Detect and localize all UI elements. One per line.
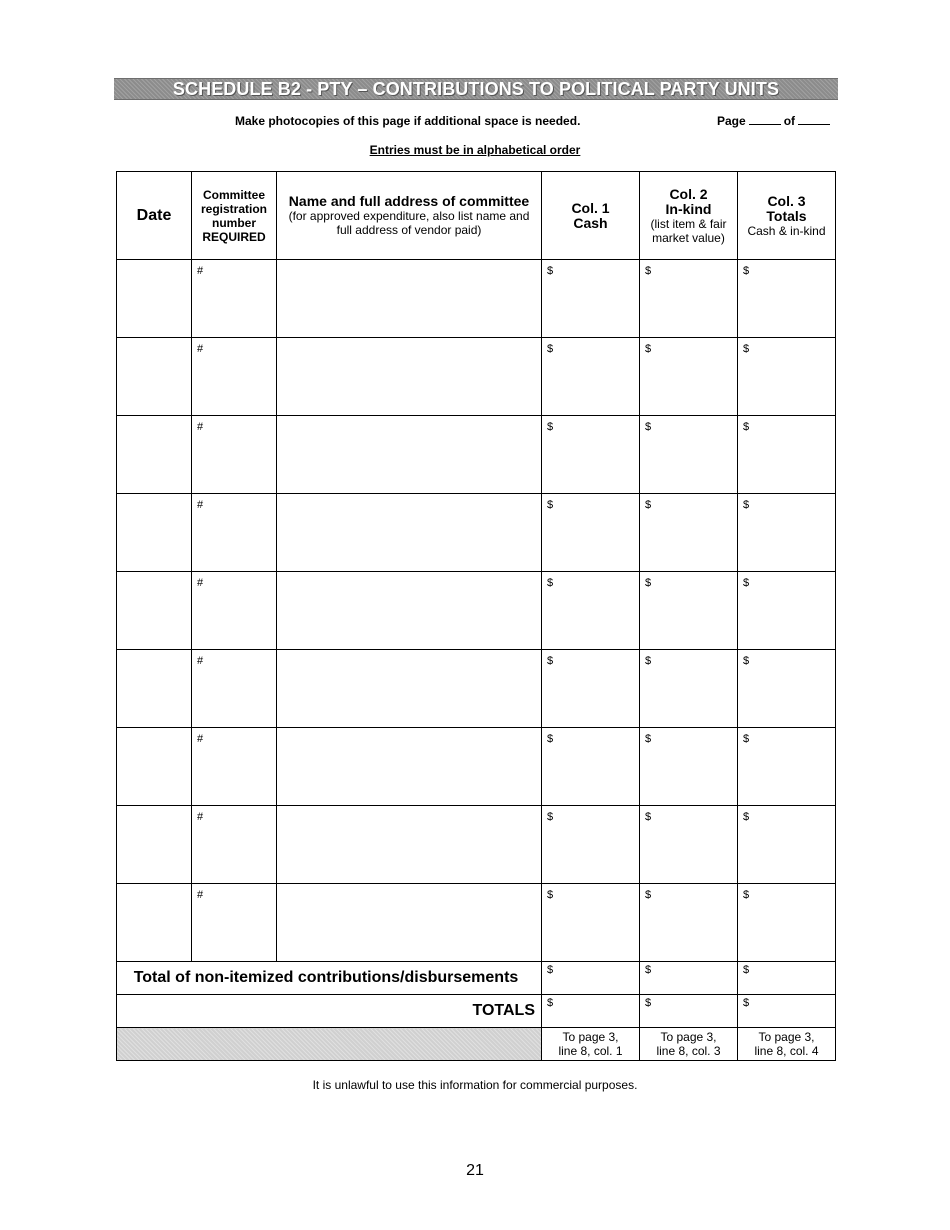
table-row	[117, 884, 836, 962]
col3-total-field[interactable]	[738, 728, 836, 806]
col3-total-field[interactable]	[738, 260, 836, 338]
dollar-mark: $	[547, 499, 554, 511]
dollar-mark: $	[547, 889, 554, 901]
registration-field[interactable]	[192, 728, 277, 806]
dollar-mark: $	[743, 577, 750, 589]
col1-cash-field[interactable]	[542, 572, 640, 650]
col3-total-field[interactable]	[738, 572, 836, 650]
col3-total-field[interactable]	[738, 416, 836, 494]
col2-inkind-field[interactable]	[640, 806, 738, 884]
dollar-mark: $	[743, 889, 750, 901]
dollar-mark: $	[645, 265, 652, 277]
non-itemized-col2-field[interactable]: $	[640, 962, 738, 995]
registration-field[interactable]	[192, 572, 277, 650]
to-page-col2-note: To page 3, line 8, col. 3	[640, 1028, 738, 1061]
name-address-field[interactable]	[277, 338, 542, 416]
registration-field[interactable]	[192, 416, 277, 494]
dollar-mark: $	[645, 421, 652, 433]
page-of-field	[717, 114, 833, 128]
col1-cash-field[interactable]	[542, 338, 640, 416]
date-field[interactable]	[117, 494, 192, 572]
dollar-mark: $	[743, 811, 750, 823]
registration-field[interactable]	[192, 650, 277, 728]
alphabetical-note: Entries must be in alphabetical order	[369, 143, 581, 157]
dollar-mark: $	[743, 655, 750, 667]
header-name-address: Name and full address of committee (for approved expenditure, also list name and full address of vendor paid)	[277, 172, 542, 260]
header-date: Date	[117, 172, 192, 260]
col3-total-field[interactable]	[738, 806, 836, 884]
dollar-mark: $	[645, 811, 652, 823]
registration-field[interactable]	[192, 806, 277, 884]
contributions-table	[116, 171, 836, 1061]
header-col2-inkind: Col. 2 In-kind (list item & fair market value)	[640, 172, 738, 260]
col3-total-field[interactable]	[738, 650, 836, 728]
col2-inkind-field[interactable]	[640, 650, 738, 728]
page-total-blank[interactable]	[798, 114, 830, 125]
col1-cash-field[interactable]	[542, 494, 640, 572]
totals-label: TOTALS	[117, 995, 542, 1028]
registration-field[interactable]	[192, 884, 277, 962]
page-number: 21	[466, 1162, 484, 1179]
non-itemized-col1-field[interactable]: $	[542, 962, 640, 995]
header-row	[117, 172, 836, 260]
registration-field[interactable]	[192, 494, 277, 572]
dollar-mark: $	[547, 655, 554, 667]
dollar-mark: $	[547, 421, 554, 433]
dollar-mark: $	[743, 343, 750, 355]
dollar-mark: $	[743, 499, 750, 511]
dollar-mark: $	[547, 733, 554, 745]
table-row	[117, 338, 836, 416]
schedule-title: SCHEDULE B2 - PTY – CONTRIBUTIONS TO POLITICAL PARTY UNITS	[172, 79, 780, 99]
schedule-title-bar	[114, 78, 838, 100]
date-field[interactable]	[117, 260, 192, 338]
dollar-mark: $	[645, 655, 652, 667]
header-registration: Committee registration number REQUIRED	[192, 172, 277, 260]
hash-mark: #	[197, 265, 204, 277]
dollar-mark: $	[743, 421, 750, 433]
col3-total-field[interactable]	[738, 338, 836, 416]
date-field[interactable]	[117, 728, 192, 806]
hash-mark: #	[197, 499, 204, 511]
col1-cash-field[interactable]	[542, 416, 640, 494]
hash-mark: #	[197, 343, 204, 355]
dollar-mark: $	[645, 733, 652, 745]
name-address-field[interactable]	[277, 416, 542, 494]
dollar-mark: $	[547, 811, 554, 823]
date-field[interactable]	[117, 884, 192, 962]
totals-col1-field[interactable]: $	[542, 995, 640, 1028]
of-label: of	[783, 114, 796, 128]
to-page-col1-note: To page 3, line 8, col. 1	[542, 1028, 640, 1061]
dollar-mark: $	[547, 265, 554, 277]
col2-inkind-field[interactable]	[640, 572, 738, 650]
header-col1-cash: Col. 1 Cash	[542, 172, 640, 260]
table-row	[117, 494, 836, 572]
table-row	[117, 572, 836, 650]
name-address-field[interactable]	[277, 728, 542, 806]
to-page-col3-note: To page 3, line 8, col. 4	[738, 1028, 836, 1061]
col1-cash-field[interactable]	[542, 650, 640, 728]
name-address-field[interactable]	[277, 260, 542, 338]
entry-rows	[117, 260, 836, 962]
dollar-mark: $	[743, 733, 750, 745]
date-field[interactable]	[117, 806, 192, 884]
non-itemized-col3-field[interactable]: $	[738, 962, 836, 995]
col2-inkind-field[interactable]	[640, 416, 738, 494]
page-label: Page	[717, 114, 746, 128]
dollar-mark: $	[645, 577, 652, 589]
date-field[interactable]	[117, 338, 192, 416]
photocopy-note: Make photocopies of this page if additional space is needed.	[235, 114, 581, 128]
name-address-field[interactable]	[277, 806, 542, 884]
date-field[interactable]	[117, 572, 192, 650]
col1-cash-field[interactable]	[542, 728, 640, 806]
name-address-field[interactable]	[277, 572, 542, 650]
dollar-mark: $	[547, 343, 554, 355]
hash-mark: #	[197, 577, 204, 589]
to-page-row	[117, 1028, 836, 1061]
name-address-field[interactable]	[277, 650, 542, 728]
col2-inkind-field[interactable]	[640, 884, 738, 962]
dollar-mark: $	[743, 265, 750, 277]
non-itemized-row	[117, 962, 836, 995]
header-col3-totals: Col. 3 Totals Cash & in-kind	[738, 172, 836, 260]
dollar-mark: $	[547, 577, 554, 589]
table-row	[117, 416, 836, 494]
col3-total-field[interactable]	[738, 494, 836, 572]
col1-cash-field[interactable]	[542, 884, 640, 962]
dollar-mark: $	[645, 889, 652, 901]
hash-mark: #	[197, 655, 204, 667]
dollar-mark: $	[645, 343, 652, 355]
name-address-field[interactable]	[277, 494, 542, 572]
table-row	[117, 728, 836, 806]
table-row	[117, 260, 836, 338]
col2-inkind-field[interactable]	[640, 338, 738, 416]
registration-field[interactable]	[192, 260, 277, 338]
totals-col3-field[interactable]: $	[738, 995, 836, 1028]
dollar-mark: $	[645, 499, 652, 511]
name-address-field[interactable]	[277, 884, 542, 962]
col1-cash-field[interactable]	[542, 806, 640, 884]
totals-col2-field[interactable]: $	[640, 995, 738, 1028]
col2-inkind-field[interactable]	[640, 260, 738, 338]
col2-inkind-field[interactable]	[640, 494, 738, 572]
hash-mark: #	[197, 811, 204, 823]
col1-cash-field[interactable]	[542, 260, 640, 338]
hash-mark: #	[197, 421, 204, 433]
shaded-blank-cell	[117, 1028, 542, 1061]
totals-row	[117, 995, 836, 1028]
hash-mark: #	[197, 733, 204, 745]
date-field[interactable]	[117, 650, 192, 728]
table-row	[117, 650, 836, 728]
hash-mark: #	[197, 889, 204, 901]
table-row	[117, 806, 836, 884]
commercial-use-notice: It is unlawful to use this information for commercial purposes.	[312, 1078, 638, 1092]
registration-field[interactable]	[192, 338, 277, 416]
col2-inkind-field[interactable]	[640, 728, 738, 806]
non-itemized-label: Total of non-itemized contributions/disbursements	[117, 962, 542, 995]
date-field[interactable]	[117, 416, 192, 494]
page-number-blank[interactable]	[749, 114, 781, 125]
col3-total-field[interactable]	[738, 884, 836, 962]
